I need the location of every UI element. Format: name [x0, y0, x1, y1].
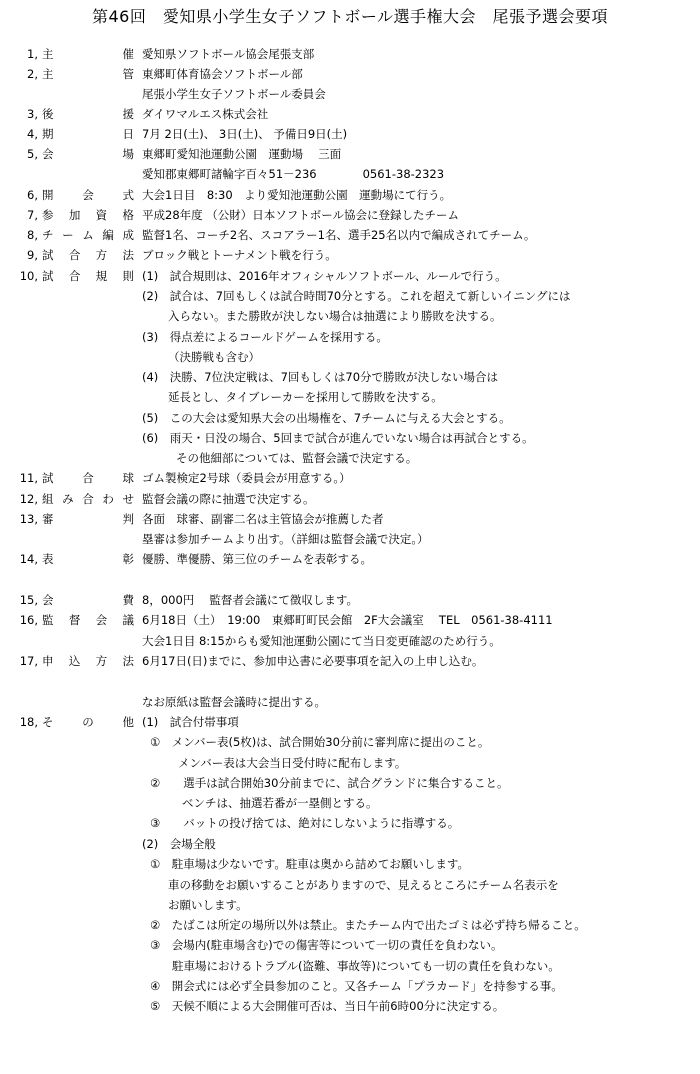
item-text-line: (3) 得点差によるコールドゲームを採用する。	[142, 330, 388, 344]
item-label: 申 込 方 法	[42, 654, 134, 668]
item-text-line: 優勝、準優勝、第三位のチームを表彰する。	[142, 552, 372, 566]
item-label: 後 援	[42, 107, 134, 121]
item-label: 主 管	[42, 67, 134, 81]
item-text-line: ④ 開会式には必ず全員参加のこと。又各チーム「プラカード」を持参する事。	[150, 979, 563, 993]
item-number: 17,	[19, 654, 38, 668]
item-label: 試 合 規 則	[42, 269, 134, 283]
item-text-line: その他細部については、監督会議で決定する。	[176, 451, 418, 465]
item-number: 9,	[27, 248, 38, 262]
document-title: 第46回 愛知県小学生女子ソフトボール選手権大会 尾張予選会要項	[91, 7, 609, 26]
item-text-line: 大会1日目 8:30 より愛知池運動公園 運動場にて行う。	[142, 188, 452, 202]
item-text-line: 愛知県ソフトボール協会尾張支部	[142, 47, 315, 61]
item-number: 6,	[27, 188, 38, 202]
item-text-line: (6) 雨天・日没の場合、5回まで試合が進んでいない場合は再試合とする。	[142, 431, 534, 445]
item-text-line: 東郷町愛知池運動公園 運動場 三面	[142, 147, 342, 161]
item-number: 2,	[27, 67, 38, 81]
item-text-line: 入らない。また勝敗が決しない場合は抽選により勝敗を決する。	[168, 309, 502, 323]
item-text-line: 監督1名、コーチ2名、スコアラー1名、選手25名以内で編成されてチーム。	[142, 228, 536, 242]
item-text-line: 尾張小学生女子ソフトボール委員会	[142, 87, 326, 101]
item-number: 8,	[27, 228, 38, 242]
item-number: 7,	[27, 208, 38, 222]
item-text-line: 7月 2日(土)、 3日(土)、 予備日9日(土)	[142, 127, 348, 141]
item-text-line: （決勝戦も含む）	[168, 350, 260, 364]
item-text-line: (1) 試合規則は、2016年オフィシャルソフトボール、ルールで行う。	[142, 269, 507, 283]
item-text-line: ② 選手は試合開始30分前までに、試合グランドに集合すること。	[150, 776, 509, 790]
item-number: 12,	[19, 492, 38, 506]
item-number: 13,	[19, 512, 38, 526]
item-text-line: ① 駐車場は少ないです。駐車は奥から詰めてお願いします。	[150, 857, 469, 871]
item-text-line: (2) 会場全般	[142, 837, 216, 851]
item-text-line: ベンチは、抽選若番が一塁側とする。	[182, 796, 378, 810]
item-text-line: (2) 試合は、7回もしくは試合時間70分とする。これを超えて新しいイニングには	[142, 289, 571, 303]
item-label: 試 合 方 法	[42, 248, 134, 262]
item-text-line: 塁審は参加チームより出す。（詳細は監督会議で決定。）	[142, 532, 429, 546]
item-label: 監 督 会 議	[42, 613, 134, 627]
item-number: 1,	[27, 47, 38, 61]
item-text-line: 東郷町体育協会ソフトボール部	[142, 67, 303, 81]
item-text-line: 平成28年度 （公財）日本ソフトボール協会に登録したチーム	[142, 208, 460, 222]
item-number: 16,	[19, 613, 38, 627]
item-text-line: 各面 球審、副審二名は主管協会が推薦した者	[142, 512, 384, 526]
item-number: 15,	[19, 593, 38, 607]
item-number: 4,	[27, 127, 38, 141]
item-text-line: お願いします。	[168, 898, 248, 912]
item-number: 18,	[19, 715, 38, 729]
item-label: チ ー ム 編 成	[42, 228, 134, 242]
item-text-line: 8，000円 監督者会議にて徴収します。	[142, 593, 359, 607]
item-label: 期 日	[42, 127, 134, 141]
item-number: 5,	[27, 147, 38, 161]
item-text-line: ⑤ 天候不順による大会開催可否は、当日午前6時00分に決定する。	[150, 999, 505, 1013]
item-label: 主 催	[42, 47, 134, 61]
item-label: そ の 他	[42, 715, 134, 729]
item-text-line: ダイワマルエス株式会社	[142, 107, 269, 121]
item-text-line: 車の移動をお願いすることがありますので、見えるところにチーム名表示を	[168, 878, 559, 892]
item-text-line: (5) この大会は愛知県大会の出場権を、7チームに与える大会とする。	[142, 411, 511, 425]
item-number: 11,	[19, 471, 38, 485]
item-label: 会 場	[42, 147, 134, 161]
item-text-line: ブロック戦とトーナメント戦を行う。	[142, 248, 337, 262]
item-text-line: ② たばこは所定の場所以外は禁止。またチーム内で出たゴミは必ず持ち帰ること。	[150, 918, 586, 932]
item-text-line: なお原紙は監督会議時に提出する。	[142, 695, 326, 709]
item-text-line: 6月18日（土） 19:00 東郷町町民会館 2F大会議室 TEL 0561-38-4111	[142, 613, 553, 627]
item-text-line: ③ 会場内(駐車場含む)での傷害等について一切の責任を負わない。	[150, 938, 503, 952]
item-text-line: 大会1日目 8:15からも愛知池運動公園にて当日変更確認のため行う。	[142, 634, 501, 648]
item-text-line: ③ バットの投げ捨ては、絶対にしないように指導する。	[150, 816, 460, 830]
item-text-line: メンバー表は大会当日受付時に配布します。	[178, 756, 407, 770]
item-label: 審 判	[42, 512, 134, 526]
item-text-line: ① メンバー表(5枚)は、試合開始30分前に審判席に提出のこと。	[150, 735, 490, 749]
item-label: 組 み 合 わ せ	[42, 492, 134, 506]
item-text-line: 監督会議の際に抽選で決定する。	[142, 492, 315, 506]
item-label: 会 費	[42, 593, 134, 607]
item-label: 開 会 式	[42, 188, 134, 202]
item-text-line: (1) 試合付帯事項	[142, 715, 239, 729]
item-text-line: (4) 決勝、7位決定戦は、7回もしくは70分で勝敗が決しない場合は	[142, 370, 499, 384]
item-text-line: 愛知郡東郷町諸輪字百々51－236 0561-38-2323	[142, 167, 445, 181]
item-text-line: 駐車場におけるトラブル(盗難、事故等)についても一切の責任を負わない。	[172, 959, 560, 973]
item-text-line: 6月17日(日)までに、参加申込書に必要事項を記入の上申し込む。	[142, 654, 484, 668]
item-label: 試 合 球	[42, 471, 134, 485]
item-number: 10,	[19, 269, 38, 283]
item-text-line: 延長とし、タイブレーカーを採用して勝敗を決する。	[168, 390, 443, 404]
item-text-line: ゴム製検定2号球（委員会が用意する。）	[142, 471, 351, 485]
item-number: 3,	[27, 107, 38, 121]
item-label: 表 彰	[42, 552, 134, 566]
item-label: 参 加 資 格	[42, 208, 134, 222]
item-number: 14,	[19, 552, 38, 566]
